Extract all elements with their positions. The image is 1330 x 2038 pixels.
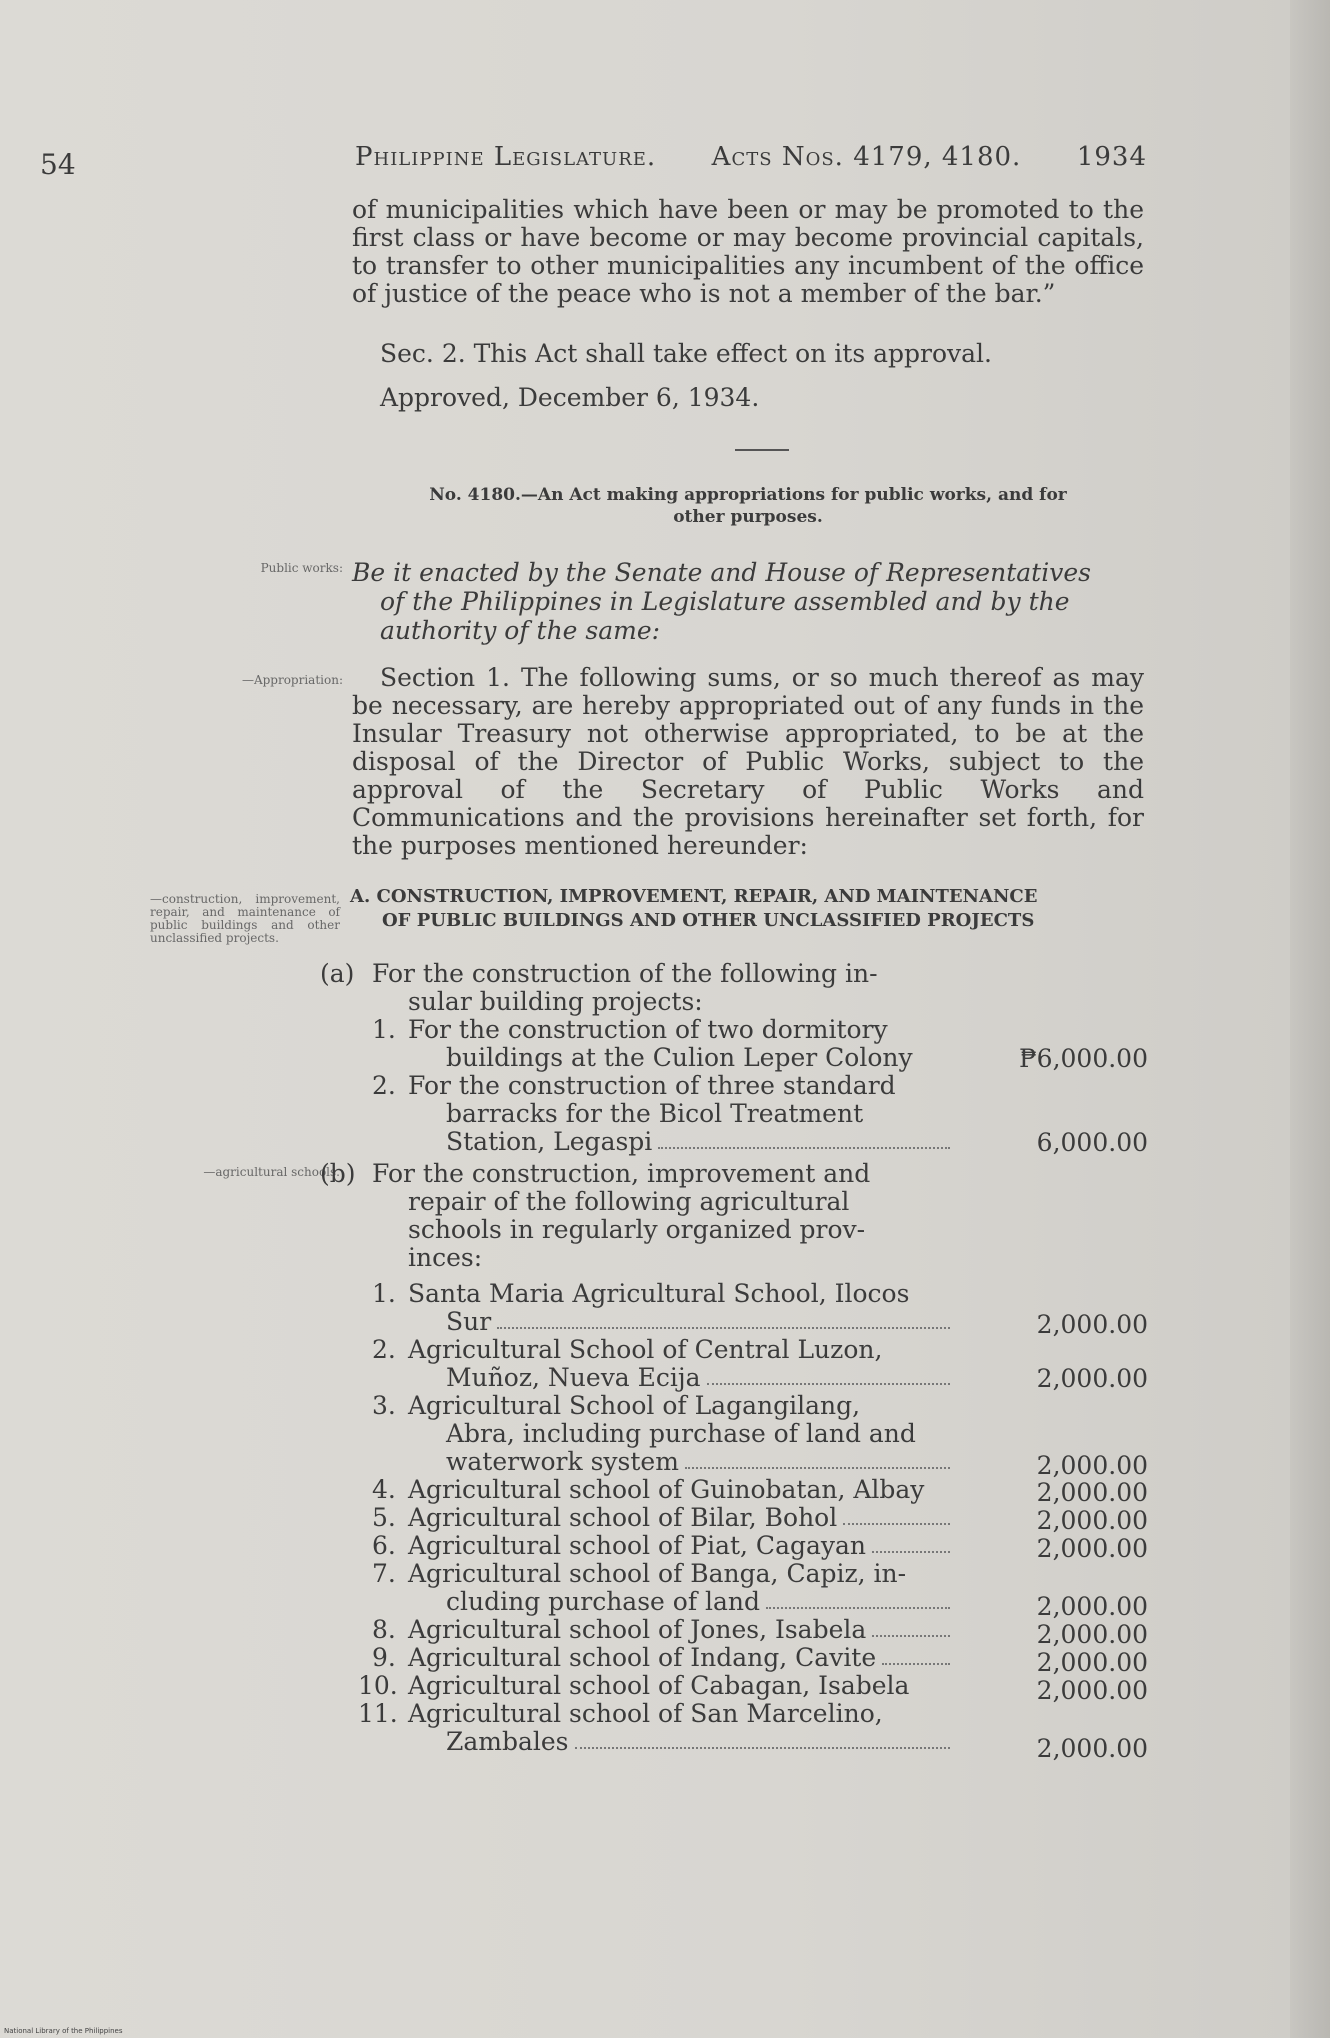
item-b11-amount: 2,000.00 [1036, 1734, 1148, 1763]
item-b6-line-1: Agricultural school of Piat, Cagayan [408, 1532, 950, 1559]
item-b4-amount: 2,000.00 [1036, 1478, 1148, 1507]
leader-dots [882, 1661, 950, 1665]
item-a2-amount: 6,000.00 [1036, 1128, 1148, 1157]
item-a1-line-2: buildings at the Culion Leper Colony [446, 1043, 913, 1072]
item-b2-amount: 2,000.00 [1036, 1364, 1148, 1393]
item-b-line-1: For the construction, improvement and [372, 1159, 871, 1188]
item-b2-number: 2. [372, 1335, 396, 1364]
item-b9-amount: 2,000.00 [1036, 1648, 1148, 1677]
section-2: Sec. 2. This Act shall take effect on its approval. [380, 339, 992, 368]
leader-dots [497, 1325, 950, 1329]
margin-note-agricultural: —agricultural schools. [203, 1165, 340, 1179]
item-b5-amount: 2,000.00 [1036, 1506, 1148, 1535]
item-b2-line-1: Agricultural School of Central Luzon, [408, 1335, 883, 1364]
leader-dots [707, 1381, 950, 1385]
item-b4-line-1: Agricultural school of Guinobatan, Albay [408, 1475, 925, 1504]
page-number: 54 [40, 148, 76, 181]
item-b7-amount: 2,000.00 [1036, 1592, 1148, 1621]
heading-a-line-1: A. CONSTRUCTION, IMPROVEMENT, REPAIR, AND MAINTENANCE [350, 886, 1038, 907]
item-b3-line-1: Agricultural School of Lagangilang, [408, 1391, 861, 1420]
item-b11-line-2: Zambales [446, 1728, 950, 1755]
item-b2-line-2: Muñoz, Nueva Ecija [446, 1364, 950, 1391]
item-b10-amount: 2,000.00 [1036, 1676, 1148, 1705]
item-b1-number: 1. [372, 1279, 396, 1308]
item-b6-amount: 2,000.00 [1036, 1534, 1148, 1563]
act-title-line-2: other purposes. [673, 507, 823, 527]
item-b3-line-3: waterwork system [446, 1448, 950, 1475]
approval-date: Approved, December 6, 1934. [380, 383, 760, 412]
item-a-text-1: For the construction of the following in- [372, 959, 878, 988]
leader-dots [766, 1605, 950, 1609]
item-b7-line-1: Agricultural school of Banga, Capiz, in- [408, 1559, 907, 1588]
item-b-line-2: repair of the following agricultural [408, 1187, 850, 1216]
leader-dots [843, 1521, 950, 1525]
item-a1-line-1: For the construction of two dormitory [408, 1015, 888, 1044]
item-b3-number: 3. [372, 1391, 396, 1420]
enacting-line-3: authority of the same: [380, 616, 661, 645]
leader-dots [872, 1633, 950, 1637]
item-b7-line-2: cluding purchase of land [446, 1588, 950, 1615]
margin-note-construction: —construction, improvement, repair, and maintenance of public buildings and other unclassified projects. [150, 892, 340, 945]
item-b3-line-2: Abra, including purchase of land and [446, 1419, 916, 1448]
item-b11-number: 11. [358, 1699, 398, 1728]
heading-a-line-2: OF PUBLIC BUILDINGS AND OTHER UNCLASSIFIED PROJECTS [382, 910, 1035, 931]
item-a-label: (a) [320, 959, 355, 988]
item-b8-number: 8. [372, 1615, 396, 1644]
margin-note-public-works: Public works: [260, 561, 343, 575]
leader-dots [872, 1549, 950, 1553]
item-a-text-2: sular building projects: [408, 987, 703, 1016]
item-b1-line-1: Santa Maria Agricultural School, Ilocos [408, 1279, 910, 1308]
item-b8-line-1: Agricultural school of Jones, Isabela [408, 1616, 950, 1643]
leader-dots [685, 1465, 950, 1469]
item-a2-line-1: For the construction of three standard [408, 1071, 896, 1100]
enacting-line-1: Be it enacted by the Senate and House of Representatives [352, 558, 1091, 587]
running-head-title: Philippine Legislature. [355, 142, 657, 172]
item-b3-amount: 2,000.00 [1036, 1451, 1148, 1480]
item-b5-line-1: Agricultural school of Bilar, Bohol [408, 1504, 950, 1531]
item-a1-number: 1. [372, 1015, 396, 1044]
section-1: Section 1. The following sums, or so much thereof as may be necessary, are hereby appropriated out of any funds in the Insular Treasury not otherwise appropriated, to be at the disposal of the Director of Public Works, subject to the approval of the Secretary of Public Works and Communications and the provisions hereinafter set forth, for the purposes mentioned hereunder: [352, 663, 1144, 860]
item-b7-number: 7. [372, 1559, 396, 1588]
item-b-line-3: schools in regularly organized prov- [408, 1215, 866, 1244]
continuation-paragraph: of municipalities which have been or may be promoted to the first class or have become or may become provincial capitals, to transfer to other municipalities any incumbent of the office of justice of the peace who is not a member of the bar.” [352, 195, 1144, 308]
leader-dots [658, 1145, 950, 1149]
item-b4-number: 4. [372, 1475, 396, 1504]
item-b10-number: 10. [358, 1671, 398, 1700]
item-b1-line-2: Sur [446, 1308, 950, 1335]
item-a2-number: 2. [372, 1071, 396, 1100]
item-a1-amount: ₱6,000.00 [1019, 1044, 1148, 1073]
item-b9-line-1: Agricultural school of Indang, Cavite [408, 1644, 950, 1671]
item-b-line-4: inces: [408, 1243, 483, 1272]
item-b5-number: 5. [372, 1503, 396, 1532]
item-b1-amount: 2,000.00 [1036, 1310, 1148, 1339]
item-b8-amount: 2,000.00 [1036, 1620, 1148, 1649]
scan-footer: National Library of the Philippines [4, 2027, 123, 2035]
item-a2-line-3: Station, Legaspi [446, 1128, 950, 1155]
item-b-label: (b) [320, 1159, 356, 1188]
running-head-year: 1934 [1076, 142, 1147, 172]
margin-note-appropriation: —Appropriation: [241, 673, 343, 687]
item-b11-line-1: Agricultural school of San Marcelino, [408, 1699, 883, 1728]
item-b10-line-1: Agricultural school of Cabagan, Isabela [408, 1671, 910, 1700]
leader-dots [575, 1745, 950, 1749]
item-a2-line-2: barracks for the Bicol Treatment [446, 1099, 864, 1128]
page-gutter [1290, 0, 1330, 2038]
item-b9-number: 9. [372, 1643, 396, 1672]
running-head-acts: Acts Nos. 4179, 4180. [711, 142, 1022, 172]
act-title-line-1: No. 4180.—An Act making appropriations for public works, and for [429, 485, 1067, 505]
enacting-line-2: of the Philippines in Legislature assembled and by the [380, 587, 1070, 616]
item-b6-number: 6. [372, 1531, 396, 1560]
